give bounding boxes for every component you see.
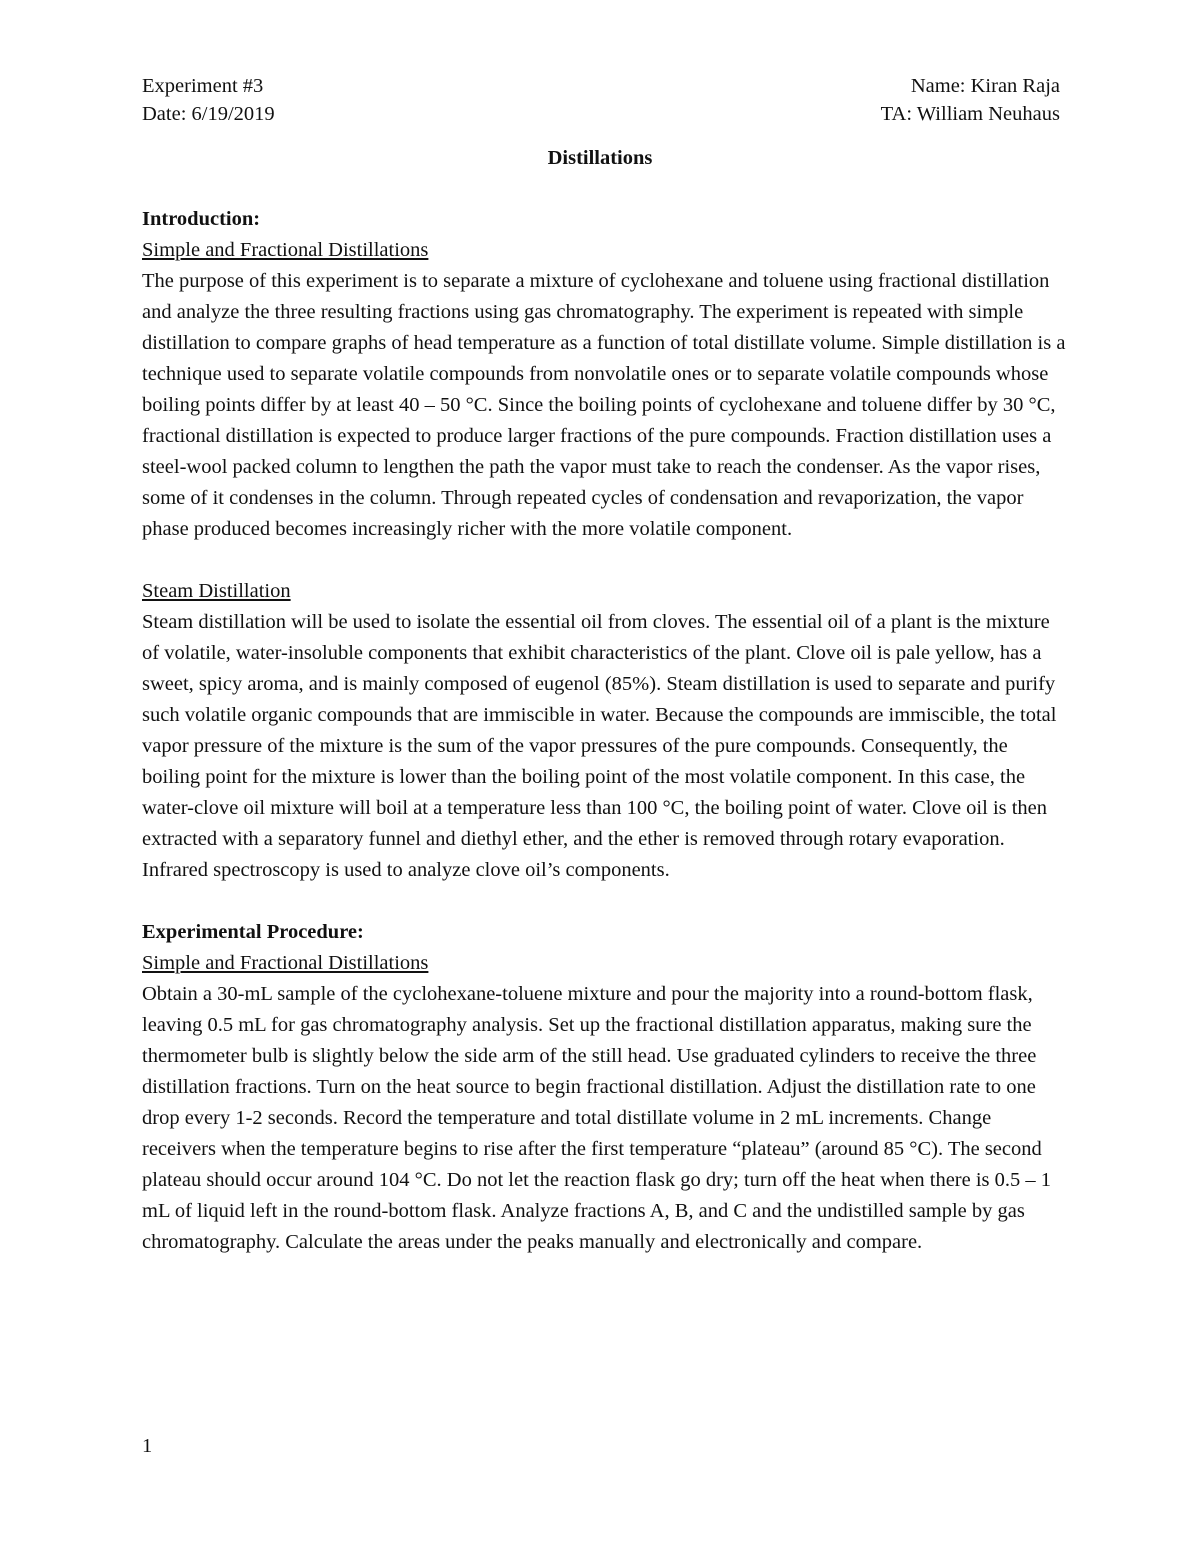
intro-steam-paragraph: Steam distillation will be used to isolate the essential oil from cloves. The essential oil of a plant is the mixture of volatile, water-insoluble components that exhibit characteristics of the plant. Clove oil is pale yellow, has a sweet, spicy aroma, and is mainly composed of eugenol (85%). Steam distillation is used to separate and purify such volatile organic compounds that are immiscible in water. Because the compounds are immiscible, the total vapor pressure of the mixture is the sum of the vapor pressures of the pure compounds. Consequently, the boiling point for the mixture is lower than the boiling point of the most volatile component. In this case, the water-clove oil mixture will boil at a temperature less than 100 °C, the boiling point of water. Clove oil is then extracted with a separatory funnel and diethyl ether, and the ether is removed through rotary evaporation. Infrared spectroscopy is used to analyze clove oil’s components. [142, 611, 1057, 881]
student-name: Name: Kiran Raja [910, 75, 1060, 97]
procedure-heading: Experimental Procedure: [142, 921, 364, 943]
intro-simple-fractional-subheading: Simple and Fractional Distillations [142, 239, 429, 261]
experiment-date: Date: 6/19/2019 [142, 103, 275, 125]
document-title: Distillations [547, 147, 653, 169]
paragraph-gap [142, 886, 1068, 917]
ta-name: TA: William Neuhaus [880, 103, 1060, 125]
procedure-simple-fractional-paragraph: Obtain a 30-mL sample of the cyclohexane-toluene mixture and pour the majority into a round-bottom flask, leaving 0.5 mL for gas chromatography analysis. Set up the fractional distillation apparatus, making sure the thermometer bulb is slightly below the side arm of the still head. Use graduated cylinders to receive the three distillation fractions. Turn on the heat source to begin fractional distillation. Adjust the distillation rate to one drop every 1-2 seconds. Record the temperature and total distillate volume in 2 mL increments. Change receivers when the temperature begins to rise after the first temperature “plateau” (around 85 °C). The second plateau should occur around 104 °C. Do not let the reaction flask go dry; turn off the heat when there is 0.5 – 1 mL of liquid left in the round-bottom flask. Analyze fractions A, B, and C and the undistilled sample by gas chromatography. Calculate the areas under the peaks manually and electronically and compare. [142, 983, 1052, 1253]
experiment-number: Experiment #3 [142, 75, 264, 97]
document-header [142, 72, 1060, 128]
introduction-heading: Introduction: [142, 208, 261, 230]
intro-simple-fractional-paragraph: The purpose of this experiment is to separate a mixture of cyclohexane and toluene using fractional distillation and analyze the three resulting fractions using gas chromatography. The experiment is repeated with simple distillation to compare graphs of head temperature as a function of total distillate volume. Simple distillation is a technique used to separate volatile compounds from nonvolatile ones or to separate volatile compounds whose boiling points differ by at least 40 – 50 °C. Since the boiling points of cyclohexane and toluene differ by 30 °C, fractional distillation is expected to produce larger fractions of the pure compounds. Fraction distillation uses a steel-wool packed column to lengthen the path the vapor must take to reach the condenser. As the vapor rises, some of it condenses in the column. Through repeated cycles of condensation and revaporization, the vapor phase produced becomes increasingly richer with the more volatile component. [142, 270, 1066, 540]
page-number: 1 [142, 1435, 153, 1457]
header-row-2 [142, 100, 1060, 128]
document-body [142, 204, 1068, 1258]
header-row-1 [142, 72, 1060, 100]
intro-steam-subheading: Steam Distillation [142, 580, 291, 602]
procedure-simple-fractional-subheading: Simple and Fractional Distillations [142, 952, 429, 974]
paragraph-gap [142, 545, 1068, 576]
